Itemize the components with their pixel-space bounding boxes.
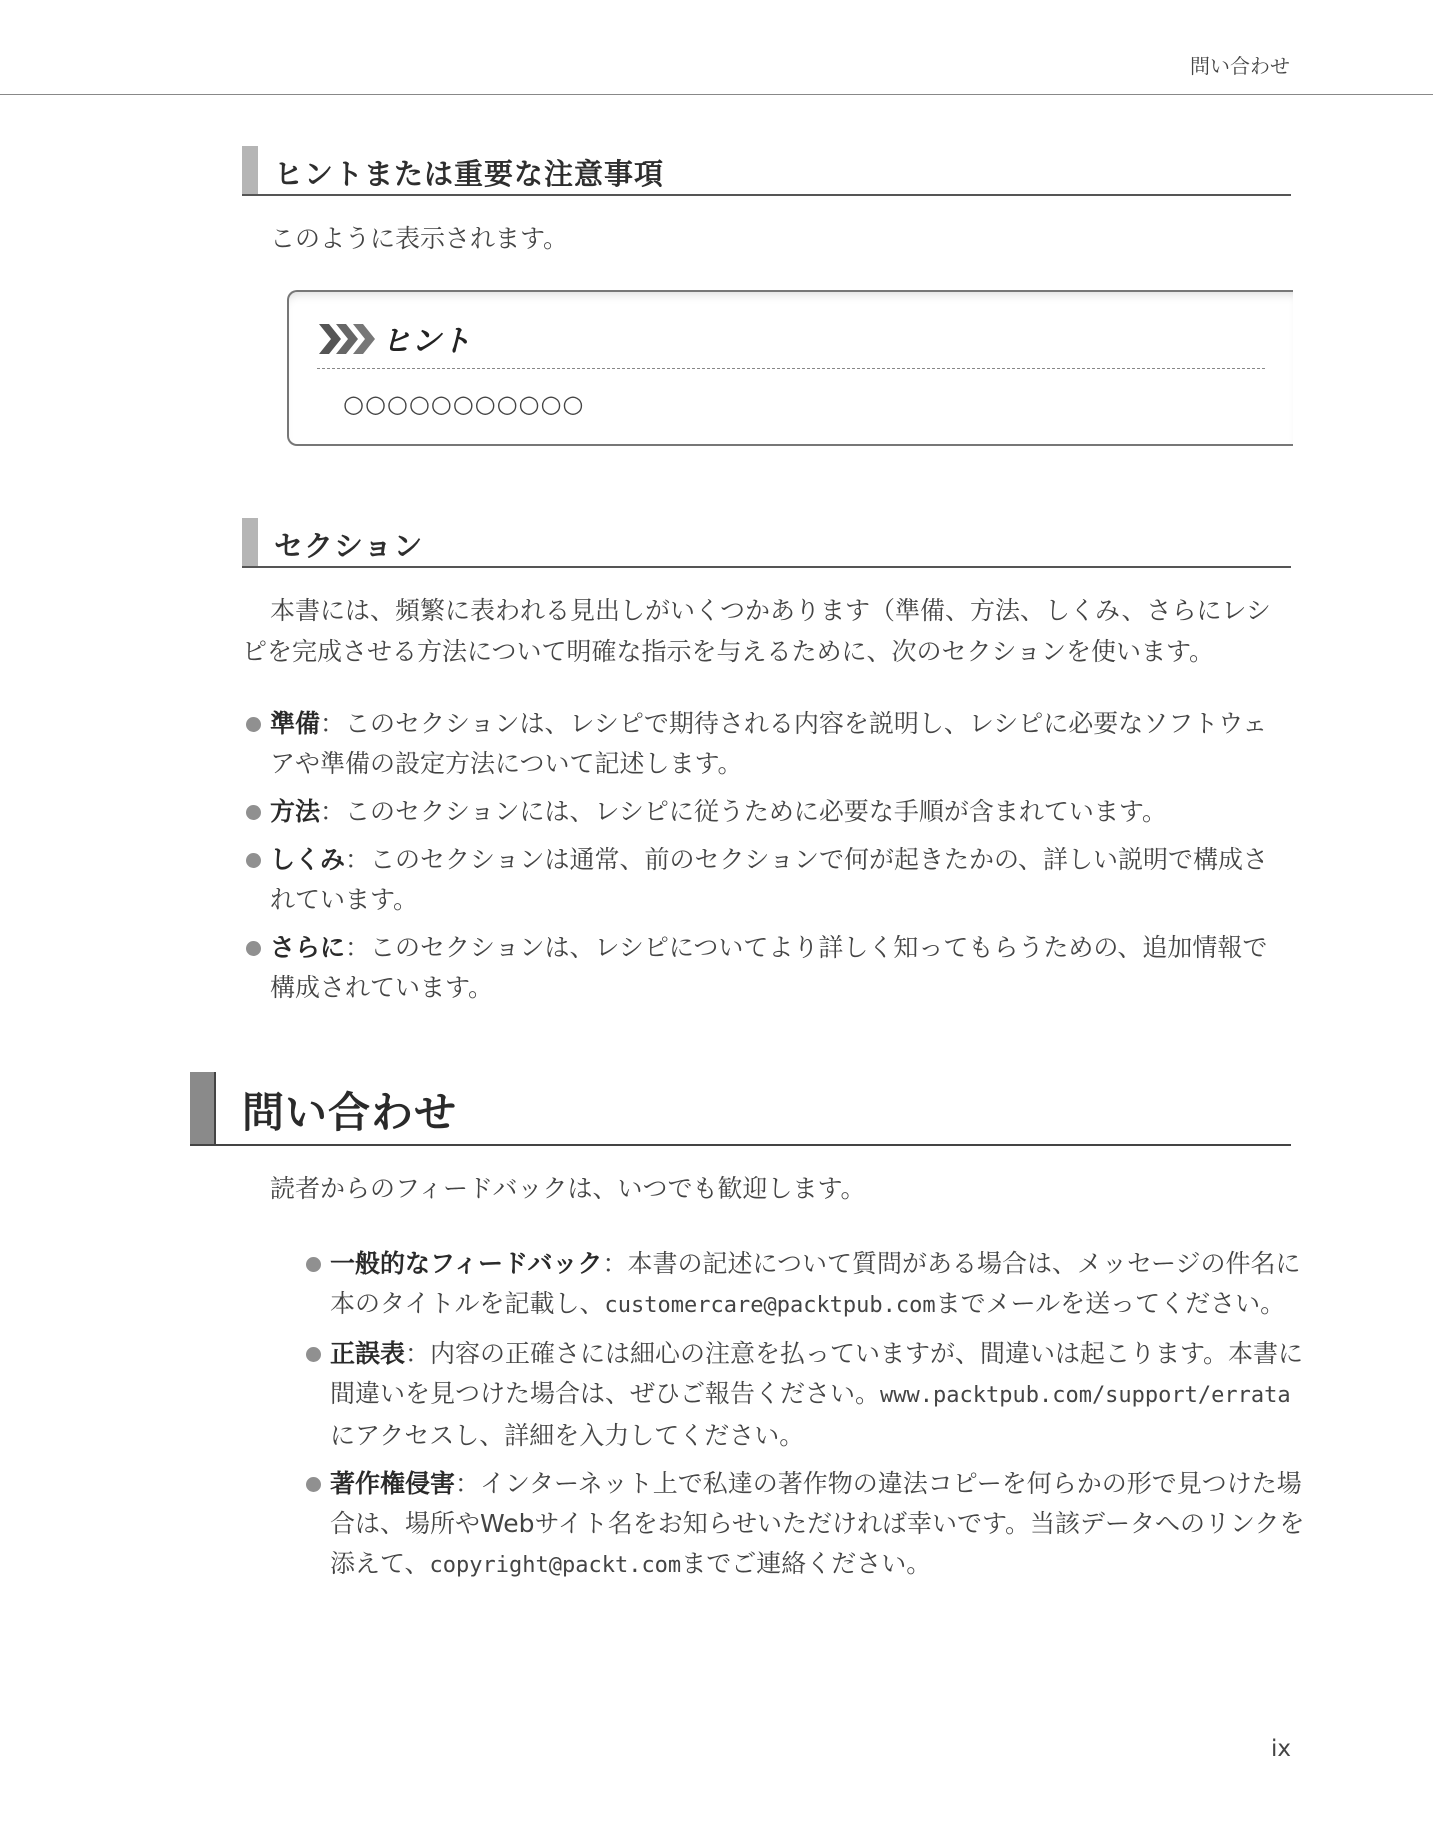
list-item [246, 928, 1291, 1008]
list-item-term: 準備 [270, 709, 321, 738]
section-heading-text: セクション [274, 529, 424, 563]
list-item-term: 正誤表 [330, 1339, 406, 1368]
list-item-term: 著作権侵害 [330, 1469, 456, 1498]
list-item-term: さらに [270, 933, 346, 962]
hint-box-body: ○○○○○○○○○○○ [343, 390, 585, 418]
hint-box [287, 290, 1293, 446]
section-paragraph: 本書には、頻繁に表われる見出しがいくつかあります（準備、方法、しくみ、さらにレシピを完成させる方法について明確な指示を与えるために、次のセクションを使います。 [242, 596, 1271, 666]
list-item-desc: にアクセスし、詳細を入力してください。 [330, 1421, 805, 1450]
list-item [246, 840, 1291, 920]
list-item-desc: ：このセクションは、レシピについてより詳しく知ってもらうための、追加情報で構成されています。 [270, 933, 1268, 1002]
bullet-icon [246, 853, 261, 868]
list-item-desc: までメールを送ってください。 [935, 1289, 1286, 1318]
list-item [246, 704, 1291, 784]
list-item [306, 1334, 1306, 1456]
hint-divider [317, 368, 1265, 369]
email-link[interactable]: customercare@packtpub.com [604, 1293, 936, 1318]
list-item-desc: ：このセクションは通常、前のセクションで何が起きたかの、詳しい説明で構成されています。 [270, 845, 1269, 914]
hint-heading [242, 146, 1291, 196]
list-item [246, 792, 1291, 832]
page-number: ix [1270, 1736, 1291, 1762]
bullet-icon [306, 1347, 321, 1362]
running-head: 問い合わせ [1190, 54, 1290, 78]
bullet-icon [306, 1477, 321, 1492]
errata-url-link[interactable]: www.packtpub.com/support/errata [880, 1383, 1291, 1408]
bullet-icon [306, 1257, 321, 1272]
section-bullet-list [246, 704, 1291, 1016]
contact-heading-text: 問い合わせ [242, 1088, 458, 1137]
hint-heading-text: ヒントまたは重要な注意事項 [274, 157, 665, 191]
list-item-desc: ：インターネット上で私達の著作物の違法コピーを何らかの形で見つけた場合は、場所やWebサイト名をお知らせいただければ幸いです。当該データへのリンクを添えて、 [330, 1469, 1305, 1578]
contact-heading [190, 1072, 1291, 1146]
copyright-email-link[interactable]: copyright@packt.com [429, 1553, 682, 1578]
list-item-term: 一般的なフィードバック [330, 1249, 603, 1278]
list-item-term: しくみ [270, 845, 346, 874]
section-heading [242, 518, 1291, 568]
list-item-desc: ：このセクションは、レシピで期待される内容を説明し、レシピに必要なソフトウェアや準備の設定方法について記述します。 [270, 709, 1268, 778]
list-item-desc: ：内容の正確さには細心の注意を払っていますが、間違いは起こります。本書に間違いを見つけた場合は、ぜひご報告ください。 [330, 1339, 1304, 1408]
contact-intro: 読者からのフィードバックは、いつでも歓迎します。 [270, 1174, 866, 1203]
list-item-term: 方法 [270, 797, 321, 826]
list-item-desc: ：このセクションには、レシピに従うために必要な手順が含まれています。 [320, 797, 1167, 826]
contact-bullet-list [306, 1244, 1306, 1594]
list-item-desc: ：本書の記述について質問がある場合は、メッセージの件名に本のタイトルを記載し、 [330, 1249, 1301, 1318]
hint-intro: このように表示されます。 [270, 224, 569, 253]
bullet-icon [246, 941, 261, 956]
header-rule [0, 94, 1433, 95]
bullet-icon [246, 805, 261, 820]
list-item [306, 1244, 1306, 1326]
bullet-icon [246, 717, 261, 732]
heading-bar [242, 146, 258, 194]
heading-bar [190, 1072, 214, 1144]
list-item [306, 1464, 1306, 1586]
hint-box-title: ヒント [381, 324, 471, 359]
heading-bar [242, 518, 258, 566]
chevron-arrows-icon [319, 324, 375, 354]
list-item-desc: までご連絡ください。 [681, 1549, 932, 1578]
